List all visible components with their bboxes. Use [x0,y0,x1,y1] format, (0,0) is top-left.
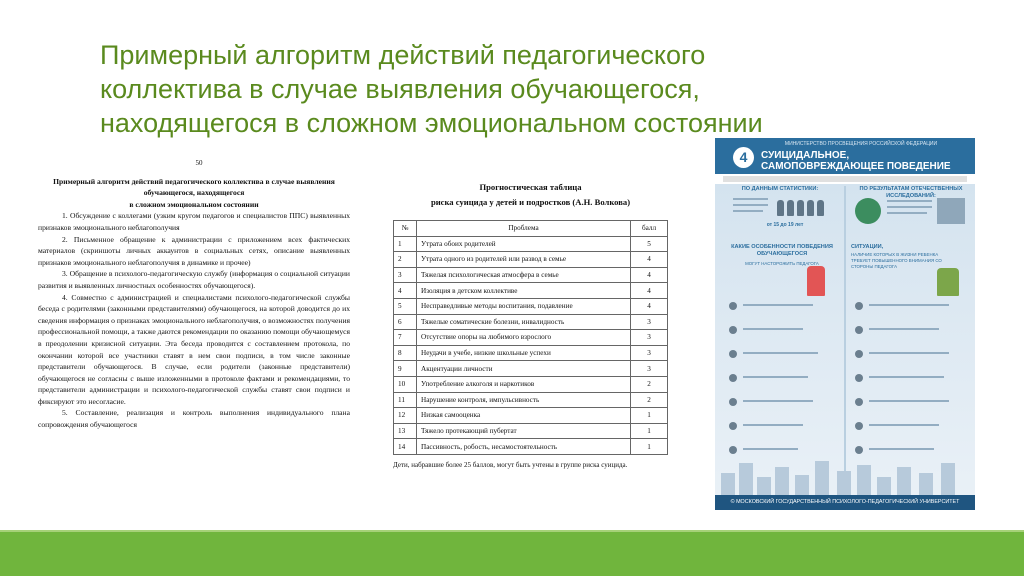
student-figure-icon [807,266,825,296]
row-number: 8 [394,345,417,361]
table-row [394,267,668,283]
page-number: 50 [195,159,203,167]
row-problem: Тяжелая психологическая атмосфера в семье [417,267,631,283]
row-number: 1 [394,236,417,252]
person-icon [777,200,784,216]
poster-situations-heading: СИТУАЦИИ, [851,244,884,250]
row-score: 2 [631,392,668,408]
poster-text-line [743,400,813,402]
row-number: 12 [394,408,417,424]
slide-title [100,38,920,140]
row-score: 3 [631,314,668,330]
poster-subtitle-strip [723,176,967,182]
row-score: 1 [631,408,668,424]
city-skyline-building [795,475,809,495]
person-icon [807,200,814,216]
poster-text-line [733,198,768,200]
family-icon [855,350,863,358]
row-problem: Нарушение контроля, импульсивность [417,392,631,408]
poster-text-line [869,400,949,402]
prognostic-table-document [393,180,668,480]
row-number: 7 [394,330,417,346]
poster-number-badge: 4 [733,147,754,168]
row-score: 4 [631,252,668,268]
column-header-number: № [394,221,417,237]
phone-icon [729,422,737,430]
table-row [394,252,668,268]
row-problem: Тяжело протекающий пубертат [417,423,631,439]
city-skyline-building [857,465,871,495]
column-header-problem: Проблема [417,221,631,237]
globe-icon [855,198,881,224]
poster-text-line [743,304,813,306]
poster-title: СУИЦИДАЛЬНОЕ, САМОПОВРЕЖДАЮЩЕЕ ПОВЕДЕНИЕ [761,150,951,172]
row-problem: Акцентуации личности [417,361,631,377]
poster-text-line [887,212,927,214]
crowd-icon [855,398,863,406]
row-number: 2 [394,252,417,268]
row-problem: Утрата одного из родителей или развод в семье [417,252,631,268]
algorithm-step: 4. Совместно с администрацией и специалистами психолого-педагогической службы беседа с родителями (законными представителями) обучающегося, на которой доводится до их сведения информация о признаках эмоционального неблагополучия, о возможностях получения профессиональной помощи, а также даются рекомендации по оказанию помощи обучающемуся в преодолении кризисной ситуации. Эта беседа проводится с составлением протокола, по окончании которой все участники ставят в нем свои подписи, в том числе законные представители обучающегося. В случае, если родители (законные представители) обучающегося не согласны с выше изложенными в протоколе фактами и рекомендациями, то представители администрации и психолого-педагогической службы ставят свои подписи и фиксируют это несогласие. [38,292,350,406]
poster-text-line [743,376,808,378]
table-header-row [394,221,668,237]
row-score: 5 [631,236,668,252]
person-icon [797,200,804,216]
hands-icon [855,446,863,454]
algorithm-step: 1. Обсуждение с коллегами (узким кругом педагогов и специалистов ППС) выявленных признаков эмоционального неблагополучия [38,211,350,232]
poster-text-line [733,210,763,212]
algorithm-document [38,158,350,503]
city-skyline-building [721,473,735,495]
sad-face-icon [729,302,737,310]
city-skyline-building [837,471,851,495]
infographic-poster [715,138,975,510]
poster-text-line [869,328,939,330]
poster-text-line [743,352,818,354]
poster-divider [844,186,846,484]
person-icon [817,200,824,216]
poster-text-line [869,376,944,378]
table-row [394,361,668,377]
poster-stats-right-heading: ПО РЕЗУЛЬТАТАМ ОТЕЧЕСТВЕННЫХ ИССЛЕДОВАНИЙ: [859,186,963,199]
poster-text-line [869,448,934,450]
row-number: 4 [394,283,417,299]
classroom-icon [937,198,965,224]
slide-title-line: находящегося в сложном эмоциональном состоянии [100,108,763,138]
poster-text-line [743,328,803,330]
table-row [394,283,668,299]
city-skyline-building [919,473,933,495]
table-row [394,236,668,252]
friends-icon [855,422,863,430]
row-number: 3 [394,267,417,283]
row-problem: Употребление алкоголя и наркотиков [417,376,631,392]
table-row [394,392,668,408]
row-number: 10 [394,376,417,392]
group-icon [729,374,737,382]
city-skyline-building [775,467,789,495]
table-row [394,376,668,392]
poster-features-subheading: МОГУТ НАСТОРОЖИТЬ ПЕДАГОГА [745,261,819,266]
table-title-line: риска суицида у детей и подростков (А.Н. Волкова) [430,197,631,207]
table-title [393,180,668,210]
document-subtitle: в сложном эмоциональном состоянии [129,199,259,209]
table-row [394,423,668,439]
column-header-score: балл [631,221,668,237]
row-problem: Изоляция в детском коллективе [417,283,631,299]
city-skyline-building [897,467,911,495]
footer-bar [0,532,1024,576]
row-score: 4 [631,298,668,314]
poster-text-line [733,204,768,206]
row-score: 1 [631,423,668,439]
table-row [394,330,668,346]
row-number: 5 [394,298,417,314]
poster-text-line [743,448,798,450]
warning-icon [729,398,737,406]
row-problem: Пассивность, робость, несамостоятельность [417,439,631,455]
row-number: 13 [394,423,417,439]
poster-text-line [887,200,932,202]
row-number: 14 [394,439,417,455]
table-row [394,439,668,455]
city-skyline-building [815,461,829,495]
row-problem: Несправедливые методы воспитания, подавление [417,298,631,314]
poster-text-line [869,424,939,426]
people-icon [729,350,737,358]
risk-table [393,220,668,455]
algorithm-step: 3. Обращение в психолого-педагогическую службу (информация о социальной ситуации развития и выявленных личностных особенностях обучающегося). [38,269,350,290]
poster-stats-left-heading: ПО ДАННЫМ СТАТИСТИКИ: [741,186,819,192]
city-skyline-building [739,463,753,495]
poster-text-line [869,352,949,354]
table-row [394,345,668,361]
poster-footer: © МОСКОВСКИЙ ГОСУДАРСТВЕННЫЙ ПСИХОЛОГО-ПЕДАГОГИЧЕСКИЙ УНИВЕРСИТЕТ [715,495,975,510]
slide-title-line: коллектива в случае выявления обучающегося, [100,74,700,104]
algorithm-step: 5. Составление, реализация и контроль выполнения индивидуального плана сопровождения обучающегося [38,408,350,430]
thumbs-down-icon [729,326,737,334]
row-score: 4 [631,283,668,299]
table-title-line: Прогностическая таблица [479,182,582,192]
document-title: Примерный алгоритм действий педагогического коллектива в случае выявления обучающегося, находящегося [53,176,335,198]
row-score: 2 [631,376,668,392]
city-skyline-building [757,477,771,495]
row-score: 1 [631,439,668,455]
poster-ministry: МИНИСТЕРСТВО ПРОСВЕЩЕНИЯ РОССИЙСКОЙ ФЕДЕРАЦИИ [784,141,938,147]
row-problem: Тяжелые соматические болезни, инвалидность [417,314,631,330]
poster-text-line [743,424,803,426]
people-icon [855,374,863,382]
row-number: 11 [394,392,417,408]
row-score: 3 [631,345,668,361]
poster-text-line [869,304,949,306]
poster-features-heading: КАКИЕ ОСОБЕННОСТИ ПОВЕДЕНИЯ ОБУЧАЮЩЕГОСЯ [731,244,833,257]
poster-text-line [887,206,932,208]
row-number: 6 [394,314,417,330]
algorithm-step: 2. Письменное обращение к администрации с приложением всех фактических материалов (скриншоты личных аккаунтов в социальных сетях, описание выявленных признаков эмоционального неблагополучия в динамике и прочее) [38,234,350,267]
poster-ages: от 15 до 19 лет [766,222,804,228]
row-problem: Низкая самооценка [417,408,631,424]
row-number: 9 [394,361,417,377]
row-problem: Неудачи в учебе, низкие школьные успехи [417,345,631,361]
row-score: 3 [631,330,668,346]
person-icon [787,200,794,216]
cross-icon [855,326,863,334]
table-row [394,408,668,424]
row-score: 4 [631,267,668,283]
table-row [394,314,668,330]
table-row [394,298,668,314]
row-problem: Утрата обоих родителей [417,236,631,252]
row-problem: Отсутствие опоры на любимого взрослого [417,330,631,346]
poster-situations-subheading: НАЛИЧИЕ КОТОРЫХ В ЖИЗНИ РЕБЕНКА ТРЕБУЕТ ПОВЫШЕННОГО ВНИМАНИЯ СО СТОРОНЫ ПЕДАГОГА [851,252,942,269]
city-skyline-building [877,477,891,495]
slide-title-line: Примерный алгоритм действий педагогического [100,40,706,70]
teacher-figure-icon [937,268,959,296]
pill-icon [729,446,737,454]
city-skyline-building [941,463,955,495]
row-score: 3 [631,361,668,377]
sad-face-icon [855,302,863,310]
table-note: Дети, набравшие более 25 баллов, могут быть учтены в группе риска суицида. [393,460,628,469]
